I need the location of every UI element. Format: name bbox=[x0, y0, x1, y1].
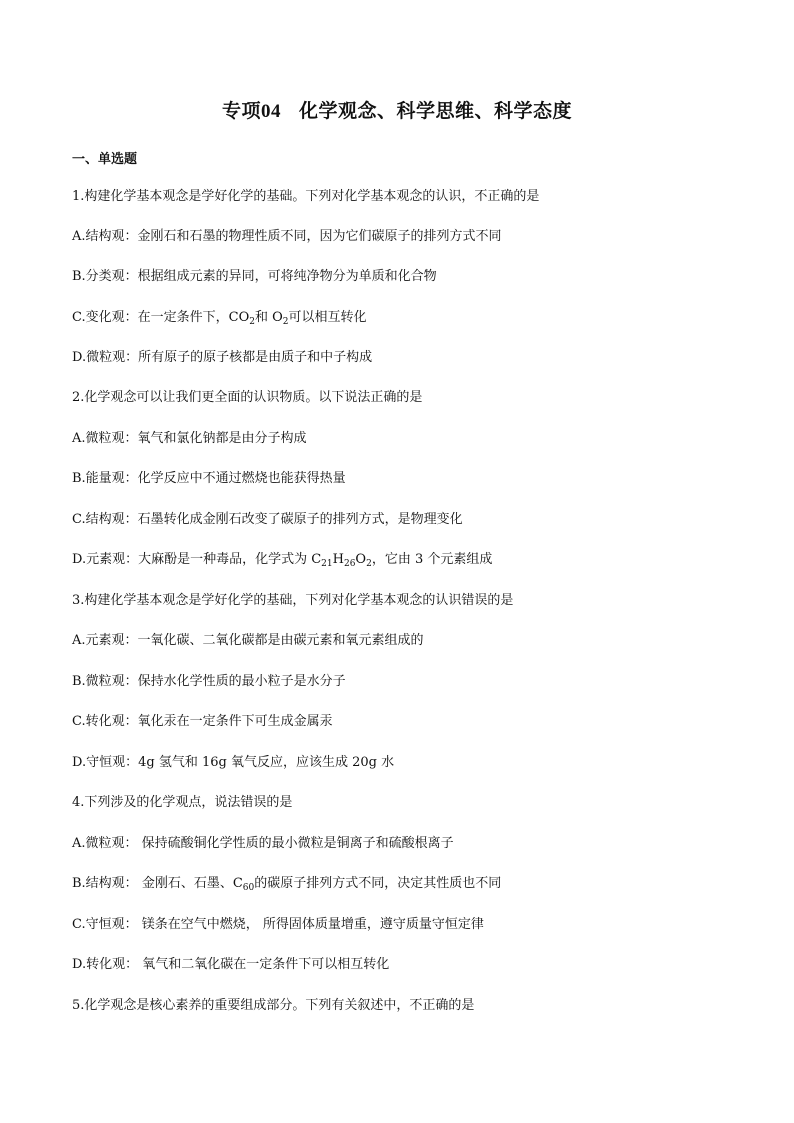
page-title bbox=[0, 96, 794, 123]
question-stem: 5.化学观念是核心素养的重要组成部分。下列有关叙述中，不正确的是 bbox=[72, 998, 475, 1013]
option-b: B.结构观： 金刚石、石墨、$C_{60}$的碳原子排列方式不同，决定其性质也不同 bbox=[72, 876, 502, 893]
option-a: A.微粒观： 保持硫酸铜化学性质的最小微粒是铜离子和硫酸根离子 bbox=[72, 836, 454, 851]
option-b: B.微粒观：保持水化学性质的最小粒子是水分子 bbox=[72, 674, 346, 689]
title-number: 04 bbox=[261, 101, 281, 122]
question-stem: 1.构建化学基本观念是学好化学的基础。下列对化学基本观念的认识，不正确的是 bbox=[72, 189, 540, 204]
option-d: D.元素观：大麻酚是一种毒品，化学式为 $C_{21}H_{26}O_2$，它由 3 个元素组成 bbox=[72, 552, 493, 569]
option-c: C.转化观：氧化汞在一定条件下可生成金属汞 bbox=[72, 714, 333, 729]
option-a: A.结构观：金刚石和石墨的物理性质不同，因为它们碳原子的排列方式不同 bbox=[72, 229, 502, 244]
option-c: C.变化观：在一定条件下，$CO_2$和 $O_2$可以相互转化 bbox=[72, 310, 367, 327]
question-stem: 3.构建化学基本观念是学好化学的基础，下列对化学基本观念的认识错误的是 bbox=[72, 593, 514, 608]
section-heading: 一、单选题 bbox=[72, 152, 138, 167]
option-d: D.微粒观：所有原子的原子核都是由质子和中子构成 bbox=[72, 350, 373, 365]
option-b: B.能量观：化学反应中不通过燃烧也能获得热量 bbox=[72, 471, 346, 486]
option-a: A.微粒观：氧气和氯化钠都是由分子构成 bbox=[72, 431, 307, 446]
question-stem: 2.化学观念可以让我们更全面的认识物质。以下说法正确的是 bbox=[72, 390, 423, 405]
option-d: D.转化观： 氧气和二氧化碳在一定条件下可以相互转化 bbox=[72, 957, 390, 972]
title-text: 化学观念、科学思维、科学态度 bbox=[299, 100, 573, 122]
title-prefix: 专项 bbox=[221, 100, 261, 122]
option-b: B.分类观：根据组成元素的异同，可将纯净物分为单质和化合物 bbox=[72, 269, 437, 284]
option-c: C.守恒观： 镁条在空气中燃烧， 所得固体质量增重，遵守质量守恒定律 bbox=[72, 917, 484, 932]
option-c: C.结构观：石墨转化成金刚石改变了碳原子的排列方式，是物理变化 bbox=[72, 512, 463, 527]
option-d: D.守恒观：4g 氢气和 16g 氧气反应，应该生成 20g 水 bbox=[72, 755, 395, 770]
option-a: A.元素观：一氧化碳、二氧化碳都是由碳元素和氧元素组成的 bbox=[72, 633, 424, 648]
question-stem: 4.下列涉及的化学观点，说法错误的是 bbox=[72, 795, 293, 810]
